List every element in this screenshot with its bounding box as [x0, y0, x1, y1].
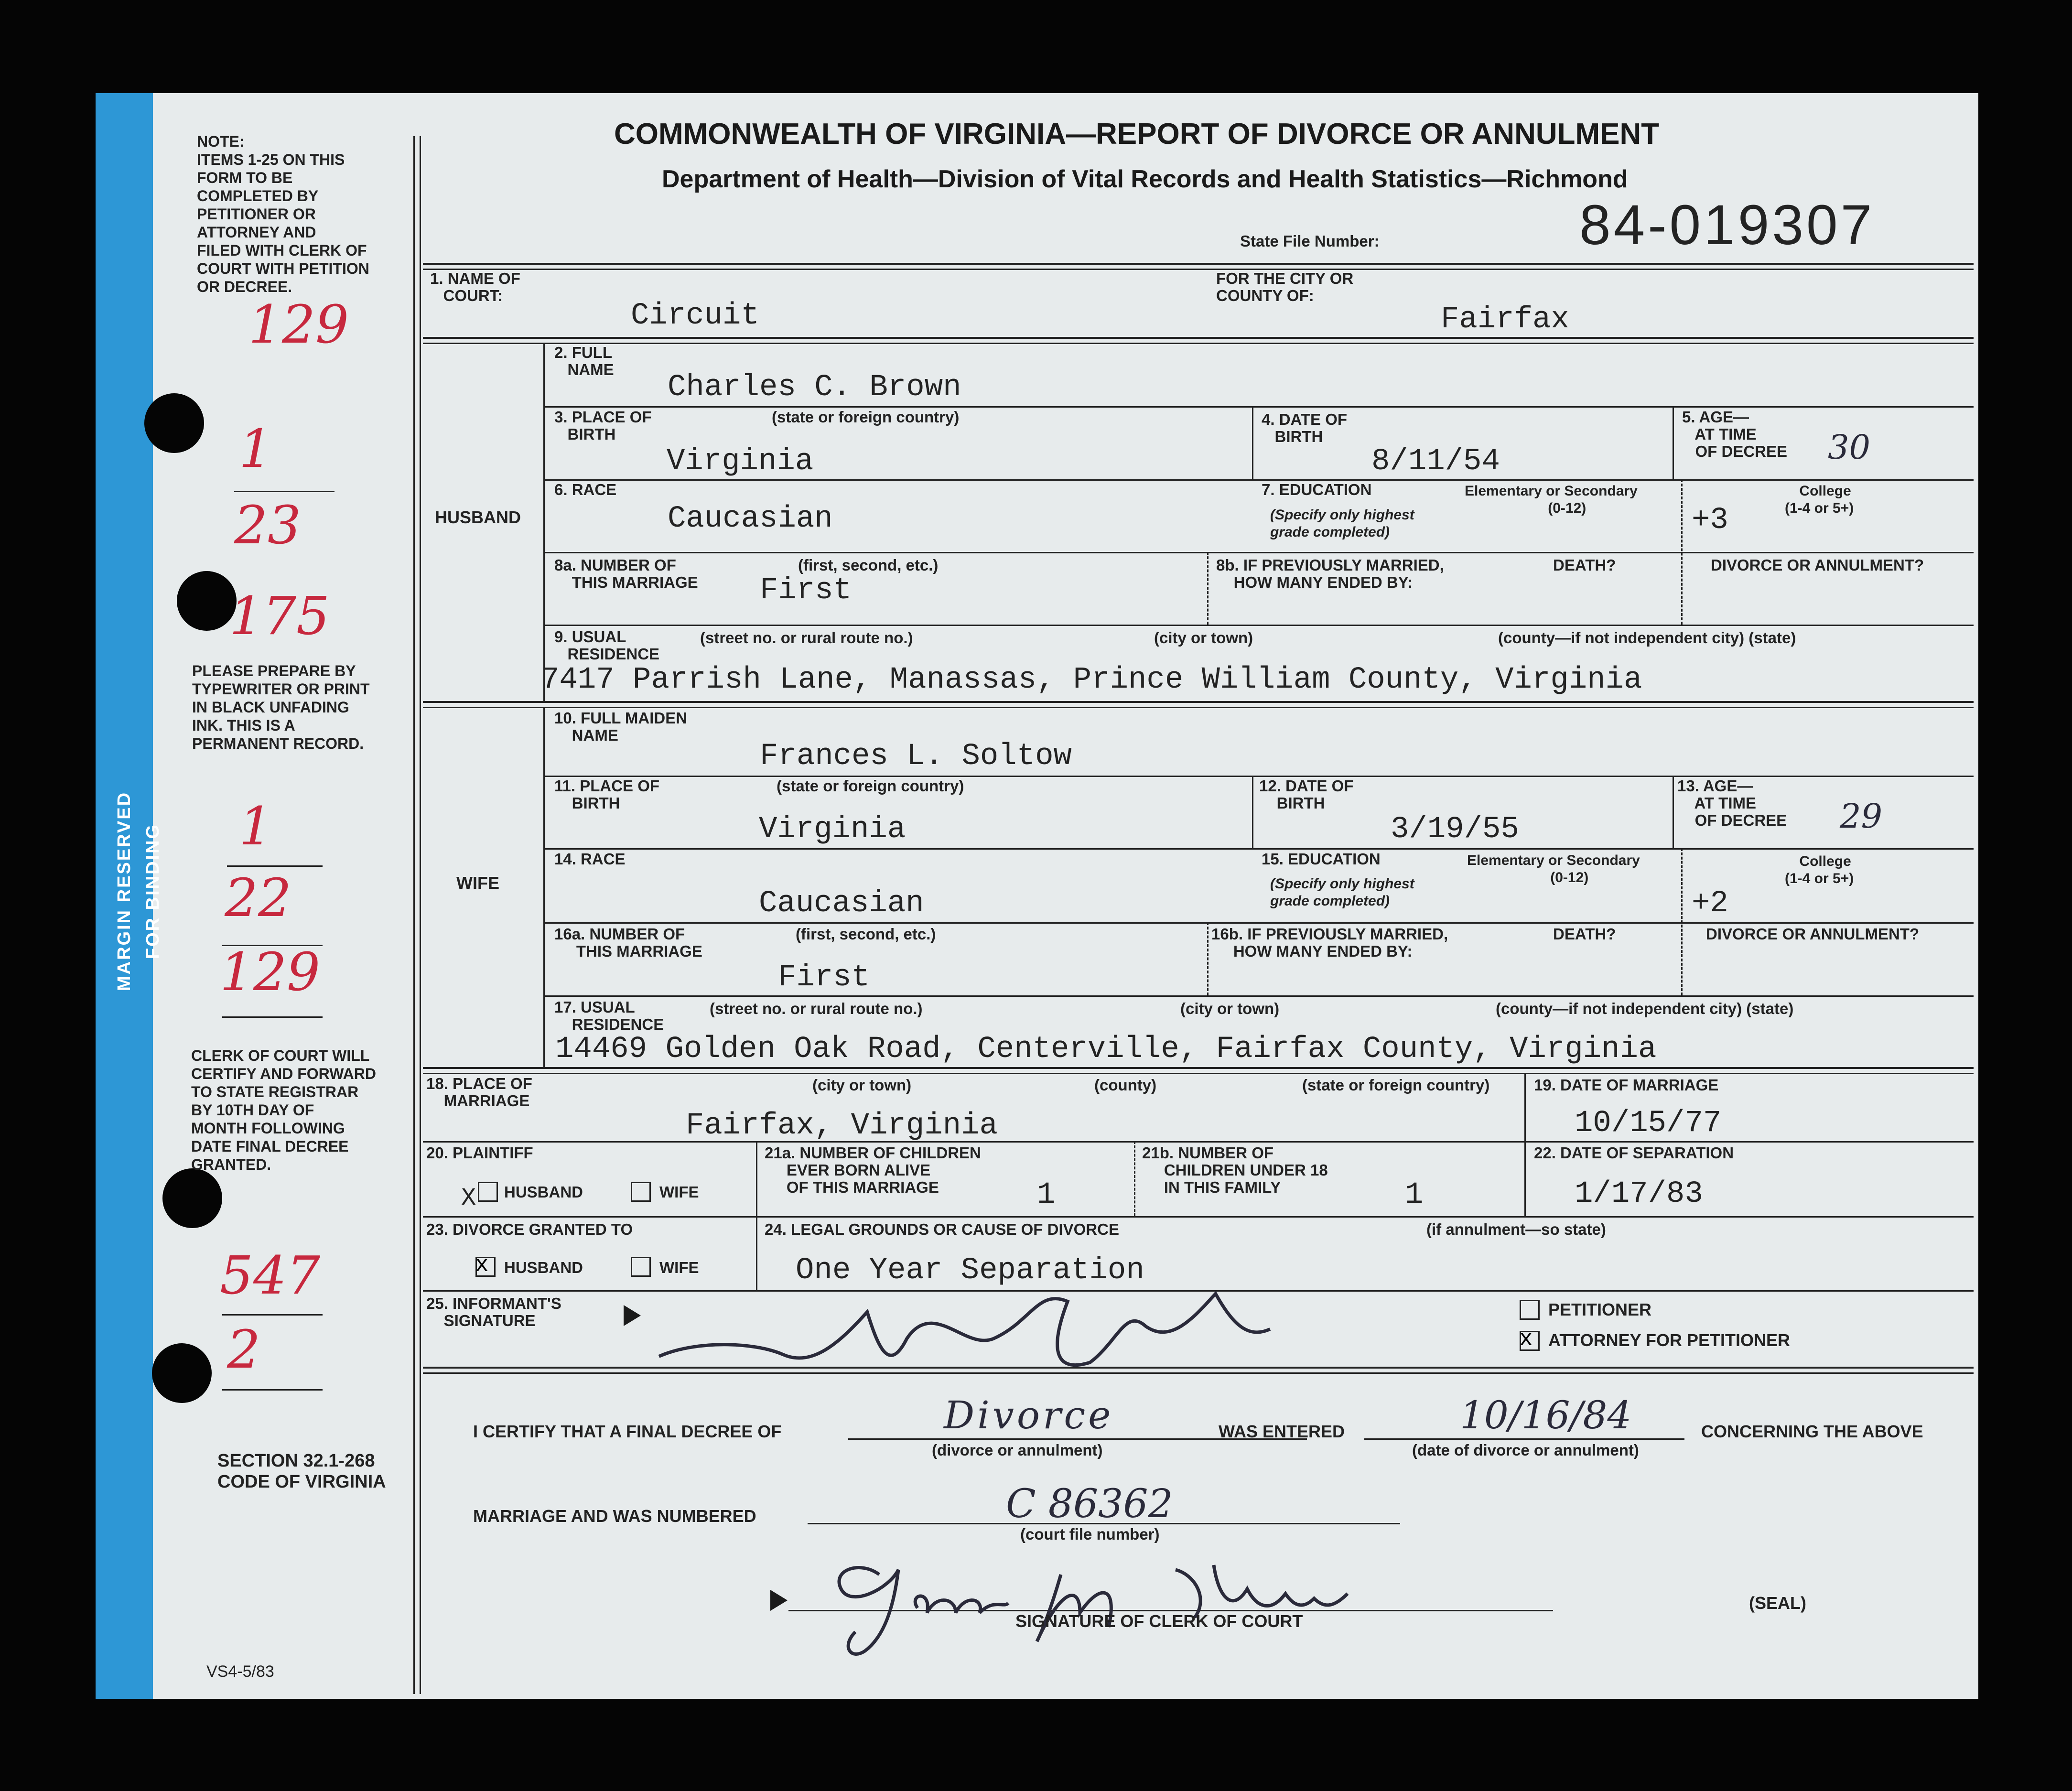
divorce-granted-label: 23. DIVORCE GRANTED TO [426, 1220, 633, 1238]
college-label: College (1-4 or 5+) [1785, 483, 1854, 516]
first-second-hint: (first, second, etc.) [798, 556, 939, 574]
date-of-birth-label: 4. DATE OF BIRTH [1262, 410, 1348, 445]
rule [1673, 406, 1674, 479]
wife-option-label: WIFE [659, 1183, 699, 1201]
informant-signature-label: 25. INFORMANT'S SIGNATURE [426, 1295, 561, 1329]
rule [423, 701, 1974, 703]
binding-margin-strip [96, 93, 163, 1699]
wife-full-name: Frances L. Soltow [760, 739, 1072, 774]
date-hint: (date of divorce or annulment) [1412, 1441, 1639, 1459]
punch-hole [152, 1343, 212, 1403]
rule [423, 263, 1974, 265]
rule [1134, 1141, 1135, 1216]
wife-marriage-number: First [778, 960, 870, 995]
husband-race: Caucasian [668, 502, 833, 536]
previously-married-label: 8b. IF PREVIOUSLY MARRIED, HOW MANY ENDED BY: [1216, 556, 1444, 591]
rule [543, 479, 1974, 481]
education-label: 7. EDUCATION [1262, 481, 1372, 498]
certify-text: I CERTIFY THAT A FINAL DECREE OF [473, 1422, 782, 1441]
birthplace-label: 11. PLACE OF BIRTH [554, 777, 660, 812]
grounds-value: One Year Separation [796, 1253, 1144, 1288]
elementary-secondary-label: Elementary or Secondary (0-12) [1465, 483, 1638, 516]
state-country-hint: (state or foreign country) [777, 777, 964, 795]
rule [543, 343, 545, 702]
husband-marriage-number: First [760, 573, 852, 608]
maiden-name-label: 10. FULL MAIDEN NAME [554, 709, 688, 744]
handwritten-rule [222, 1389, 323, 1391]
race-label: 6. RACE [554, 481, 617, 498]
rule [543, 552, 1974, 553]
husband-date-of-birth: 8/11/54 [1371, 444, 1500, 479]
city-county-label: FOR THE CITY OR COUNTY OF: [1216, 270, 1354, 304]
husband-full-name: Charles C. Brown [668, 370, 961, 405]
wife-date-of-birth: 3/19/55 [1391, 812, 1519, 847]
rule [423, 1073, 1974, 1074]
wife-birthplace: Virginia [759, 812, 906, 847]
race-label: 14. RACE [554, 850, 626, 868]
rule [423, 1216, 1974, 1218]
date-of-separation-label: 22. DATE OF SEPARATION [1534, 1144, 1734, 1162]
marriage-number-label: 16a. NUMBER OF THIS MARRIAGE [554, 925, 702, 960]
divorce-annulment-label: DIVORCE OR ANNULMENT? [1706, 925, 1920, 943]
death-label: DEATH? [1553, 925, 1616, 943]
handwritten-number: 129 [220, 941, 320, 1003]
handwritten-rule [222, 1016, 323, 1018]
rule [756, 1141, 757, 1290]
plaintiff-label: 20. PLAINTIFF [426, 1144, 533, 1162]
rule [1681, 479, 1683, 625]
attorney-option-label: ATTORNEY FOR PETITIONER [1548, 1330, 1791, 1350]
concerning-text: CONCERNING THE ABOVE [1701, 1422, 1923, 1441]
husband-education: +3 [1692, 503, 1728, 538]
education-label: 15. EDUCATION [1262, 850, 1381, 868]
husband-option-label: HUSBAND [504, 1183, 583, 1201]
previously-married-label: 16b. IF PREVIOUSLY MARRIED, HOW MANY ENDED BY: [1211, 925, 1448, 960]
granted-wife-checkbox[interactable] [631, 1257, 651, 1277]
date-of-birth-label: 12. DATE OF BIRTH [1259, 777, 1354, 812]
form-subtitle: Department of Health—Division of Vital Records and Health Statistics—Richmond [662, 165, 1628, 193]
date-entered-value: 10/16/84 [1460, 1393, 1632, 1437]
annulment-hint: (if annulment—so state) [1426, 1220, 1606, 1238]
husband-birthplace: Virginia [667, 444, 814, 479]
age-label: 5. AGE— AT TIME OF DECREE [1682, 408, 1788, 460]
marriage-number-label: 8a. NUMBER OF THIS MARRIAGE [554, 556, 698, 591]
court-file-number: C 86362 [1006, 1481, 1173, 1527]
date-entered-line [1364, 1438, 1684, 1440]
age-label: 13. AGE— AT TIME OF DECREE [1677, 777, 1787, 829]
attorney-checkbox[interactable]: x [1520, 1331, 1540, 1351]
education-hint: (Specify only highest grade completed) [1270, 876, 1414, 909]
handwritten-number: 1 [239, 418, 272, 479]
plaintiff-husband-checkbox[interactable] [478, 1182, 498, 1202]
numbered-text: MARRIAGE AND WAS NUMBERED [473, 1506, 756, 1526]
county-hint: (county—if not independent city) (state) [1496, 1000, 1794, 1017]
rule [423, 343, 1974, 344]
children-born-label: 21a. NUMBER OF CHILDREN EVER BORN ALIVE OF THIS MARRIAGE [765, 1144, 981, 1196]
wife-section-label: WIFE [456, 873, 499, 893]
place-of-marriage: Fairfax, Virginia [686, 1109, 998, 1143]
divorce-report-form [96, 93, 1978, 1699]
signature-arrow-icon [770, 1590, 788, 1611]
handwritten-rule [227, 865, 323, 867]
handwritten-number: 1 [239, 796, 272, 857]
punch-hole [177, 571, 237, 631]
residence-label: 9. USUAL RESIDENCE [554, 628, 660, 663]
children-born-value: 1 [1037, 1178, 1056, 1212]
checked-x-mark: X [461, 1184, 476, 1212]
rule [543, 776, 1974, 777]
form-version: VS4-5/83 [206, 1662, 274, 1681]
court-file-hint: (court file number) [1020, 1525, 1160, 1543]
rule [1673, 776, 1674, 848]
petitioner-checkbox[interactable] [1520, 1300, 1540, 1320]
seal-label: (SEAL) [1749, 1593, 1806, 1613]
clerk-signature-label: SIGNATURE OF CLERK OF COURT [1015, 1611, 1303, 1631]
plaintiff-wife-checkbox[interactable] [631, 1182, 651, 1202]
city-hint: (city or town) [812, 1076, 912, 1094]
handwritten-number: 175 [229, 585, 330, 647]
date-of-marriage: 10/15/77 [1575, 1106, 1722, 1141]
education-hint: (Specify only highest grade completed) [1270, 507, 1414, 540]
county-hint: (county—if not independent city) (state) [1498, 629, 1796, 647]
city-hint: (city or town) [1180, 1000, 1280, 1017]
handwritten-number: 547 [220, 1245, 320, 1306]
wife-education: +2 [1692, 886, 1728, 921]
punch-hole [162, 1168, 222, 1228]
wife-race: Caucasian [759, 886, 924, 921]
court-name: Circuit [631, 299, 759, 333]
rule [543, 707, 545, 1068]
husband-option-label: HUSBAND [504, 1259, 583, 1276]
petitioner-option-label: PETITIONER [1548, 1300, 1652, 1319]
children-under-18-value: 1 [1405, 1178, 1424, 1212]
divorce-annulment-label: DIVORCE OR ANNULMENT? [1711, 556, 1924, 574]
rule [1207, 552, 1209, 625]
college-label: College (1-4 or 5+) [1785, 853, 1854, 886]
state-file-number: 84-019307 [1579, 194, 1875, 257]
rule [1252, 406, 1253, 479]
birthplace-label: 3. PLACE OF BIRTH [554, 408, 652, 443]
please-prepare-text: PLEASE PREPARE BY TYPEWRITER OR PRINT IN BLACK UNFADING INK. THIS IS A PERMANENT RECORD. [192, 662, 370, 752]
rule [543, 995, 1974, 997]
husband-residence: 7417 Parrish Lane, Manassas, Prince William County, Virginia [541, 663, 1642, 697]
clerk-will-certify-text: CLERK OF COURT WILL CERTIFY AND FORWARD TO STATE REGISTRAR BY 10TH DAY OF MONTH FOLLOWING DATE FINAL DECREE GRANTED. [191, 1047, 376, 1173]
handwritten-rule [234, 491, 335, 492]
granted-husband-checkbox[interactable]: x [475, 1257, 496, 1277]
rule [423, 707, 1974, 708]
rule [1524, 1073, 1526, 1216]
rule [543, 848, 1974, 850]
city-hint: (city or town) [1154, 629, 1253, 647]
death-label: DEATH? [1553, 556, 1616, 574]
note-text: NOTE: ITEMS 1-25 ON THIS FORM TO BE COMPLETED BY PETITIONER OR ATTORNEY AND FILED WITH CLERK OF COURT WITH PETITION OR DECREE. [197, 133, 369, 295]
rule [423, 1067, 1974, 1069]
wife-age: 29 [1840, 797, 1883, 836]
rule [1207, 922, 1209, 995]
handwritten-number: 2 [227, 1319, 260, 1380]
county-hint: (county) [1094, 1076, 1157, 1094]
wife-residence: 14469 Golden Oak Road, Centerville, Fairfax County, Virginia [555, 1032, 1657, 1067]
divider [420, 136, 421, 1694]
state-file-label: State File Number: [1240, 232, 1380, 250]
rule [543, 922, 1974, 924]
state-country-hint: (state or foreign country) [772, 408, 960, 426]
rule [423, 1141, 1974, 1143]
grounds-label: 24. LEGAL GROUNDS OR CAUSE OF DIVORCE [765, 1220, 1119, 1238]
handwritten-number: 23 [234, 495, 301, 556]
decree-type-value: Divorce [944, 1393, 1114, 1437]
husband-section-label: HUSBAND [435, 507, 521, 527]
residence-label: 17. USUAL RESIDENCE [554, 998, 664, 1033]
handwritten-rule [222, 1314, 323, 1316]
court-county: Fairfax [1441, 302, 1569, 337]
court-name-label: 1. NAME OF COURT: [430, 270, 520, 304]
rule [423, 337, 1974, 339]
state-country-hint: (state or foreign country) [1302, 1076, 1490, 1094]
wife-option-label: WIFE [659, 1259, 699, 1276]
handwritten-number: 22 [225, 867, 291, 928]
full-name-label: 2. FULL NAME [554, 344, 614, 378]
date-of-separation: 1/17/83 [1575, 1177, 1703, 1211]
rule [543, 625, 1974, 626]
divorce-annulment-hint: (divorce or annulment) [932, 1441, 1103, 1459]
rule [423, 269, 1974, 270]
husband-age: 30 [1828, 428, 1871, 467]
rule [543, 406, 1974, 408]
elementary-secondary-label: Elementary or Secondary (0-12) [1467, 852, 1640, 885]
clerk-signature [812, 1532, 1558, 1675]
first-second-hint: (first, second, etc.) [796, 925, 936, 943]
street-hint: (street no. or rural route no.) [710, 1000, 923, 1017]
form-title: COMMONWEALTH OF VIRGINIA—REPORT OF DIVORCE OR ANNULMENT [614, 118, 1660, 151]
binding-margin-text: MARGIN RESERVED FOR BINDING [114, 791, 163, 992]
rule [1681, 848, 1683, 995]
date-of-marriage-label: 19. DATE OF MARRIAGE [1534, 1076, 1719, 1094]
punch-hole [144, 393, 204, 453]
place-of-marriage-label: 18. PLACE OF MARRIAGE [426, 1075, 532, 1110]
was-entered-text: WAS ENTERED [1219, 1422, 1345, 1441]
divider [413, 136, 415, 1694]
children-under-18-label: 21b. NUMBER OF CHILDREN UNDER 18 IN THIS FAMILY [1142, 1144, 1328, 1196]
street-hint: (street no. or rural route no.) [700, 629, 913, 647]
code-section: SECTION 32.1-268 CODE OF VIRGINIA [217, 1451, 386, 1492]
handwritten-number: 129 [248, 294, 349, 355]
rule [1252, 776, 1253, 848]
